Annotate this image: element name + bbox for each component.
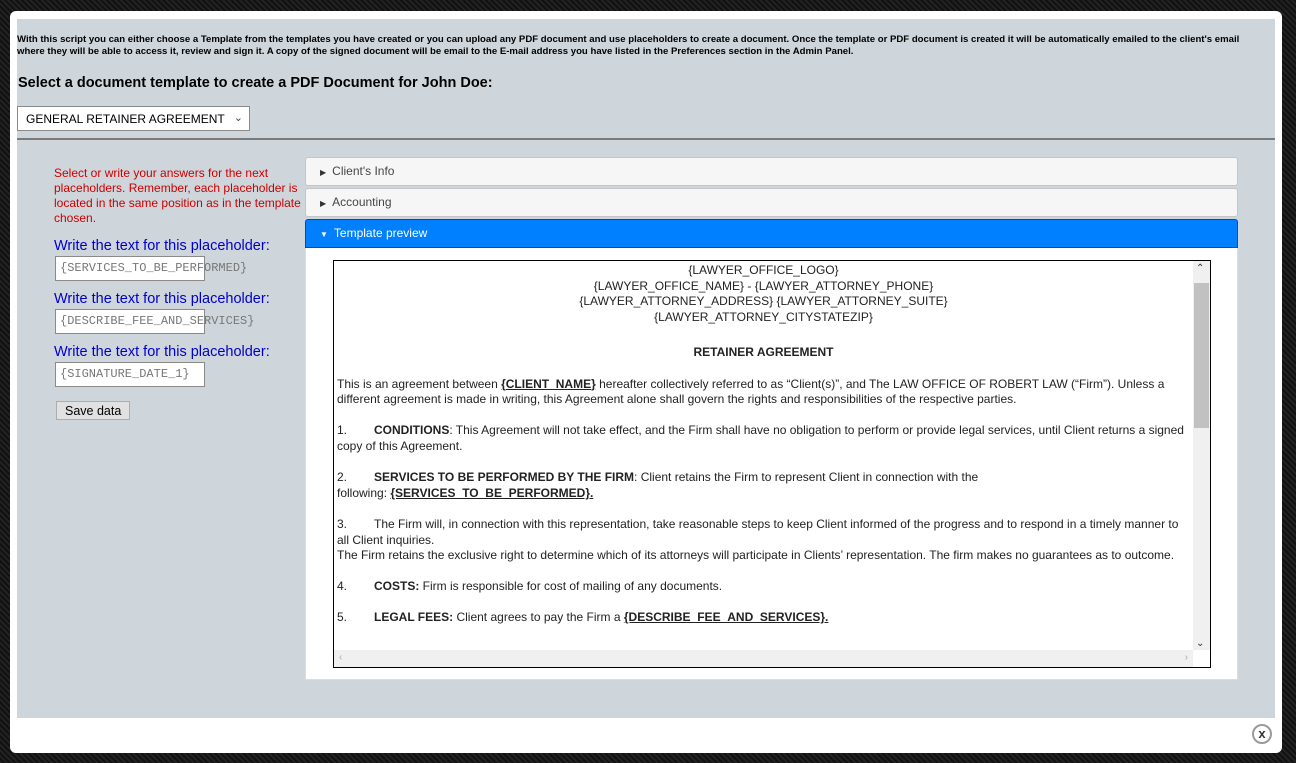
scroll-right-icon[interactable]: › (1184, 652, 1188, 663)
template-select-value: GENERAL RETAINER AGREEMENT (26, 112, 225, 126)
template-select[interactable] (17, 106, 250, 131)
accordion-clients-info[interactable] (305, 157, 1238, 186)
accordion-label: Template preview (333, 226, 428, 240)
accordion-label: Accounting (332, 195, 392, 209)
modal-content (17, 19, 1275, 718)
services-field[interactable]: {SERVICES_TO_BE_PERFORMED} (55, 256, 205, 281)
scroll-up-icon[interactable]: ⌃ (1196, 263, 1205, 274)
save-data-button[interactable]: Save data (56, 401, 130, 420)
doc-header-line: {LAWYER_ATTORNEY_ADDRESS} {LAWYER_ATTORNEY_SUITE} (579, 294, 948, 309)
accordion (305, 157, 1238, 680)
doc-section-5: 5. LEGAL FEES: Client agrees to pay the Firm a {DESCRIBE_FEE_AND_SERVICES}. (337, 610, 829, 625)
triangle-right-icon: ▶ (320, 168, 327, 177)
doc-header-line: {LAWYER_OFFICE_LOGO} (688, 263, 839, 277)
doc-header-line: {LAWYER_OFFICE_NAME} - {LAWYER_ATTORNEY_PHONE} (593, 278, 934, 293)
page-title: Select a document template to create a PDF Document for John Doe: (18, 75, 493, 91)
doc-paragraph: This is an agreement between {CLIENT_NAME} hereafter collectively referred to as “Client(s)”, and The LAW OFFICE OF ROBERT LAW (“Firm”). Unless a different agreement is made in writing, this Agreement alone shall govern the rights and responsibilities of the respective parties. (337, 376, 1165, 407)
modal-dialog (10, 11, 1282, 753)
scrollbar-corner (1193, 650, 1210, 667)
doc-section-3: 3. The Firm will, in connection with this representation, take reasonable steps to keep Client informed of the progress and to respond in a timely manner to all Client inquiries. The Firm retains the exclusive right to determine which of its attorneys will participate in Clients’ representation. The firm makes no guarantees as to outcome. (337, 516, 1179, 563)
doc-title: RETAINER AGREEMENT (693, 345, 834, 360)
placeholder-label: Write the text for this placeholder: (54, 344, 270, 360)
divider (17, 138, 1275, 140)
vertical-scrollbar[interactable] (1193, 261, 1210, 651)
template-preview-panel (305, 248, 1238, 680)
intro-text: With this script you can either choose a Template from the templates you have created or you can upload any PDF document and use placeholders to create a document. Once the template or PDF document is created it will be automatically emailed to the client's email where they will be able to access it, review and sign it. A copy of the signed document will be email to the E-mail address you have listed in the Preferences section in the Admin Panel. (17, 34, 1240, 57)
accordion-label: Client's Info (332, 164, 395, 178)
triangle-down-icon: ▼ (320, 230, 328, 239)
horizontal-scrollbar[interactable] (334, 650, 1193, 667)
document-text (337, 263, 1190, 626)
doc-section-1: 1. CONDITIONS: This Agreement will not take effect, and the Firm shall have no obligation to perform or provide legal services, until Client returns a signed copy of this Agreement. (337, 423, 1184, 453)
accordion-template-preview[interactable] (305, 219, 1238, 248)
placeholder-label: Write the text for this placeholder: (54, 291, 270, 307)
doc-header-line: {LAWYER_ATTORNEY_CITYSTATEZIP} (654, 309, 873, 324)
scrollbar-thumb[interactable] (1194, 283, 1209, 428)
placeholder-label: Write the text for this placeholder: (54, 238, 270, 254)
scroll-down-icon[interactable]: ⌄ (1196, 638, 1205, 649)
close-button[interactable]: x (1252, 724, 1272, 744)
chevron-down-icon: ⌄ (233, 112, 243, 124)
doc-section-2: 2. SERVICES TO BE PERFORMED BY THE FIRM: Client retains the Firm to represent Client in connection with the following: {SERVICES_TO_BE_PERFORMED}. (337, 470, 979, 500)
placeholder-notice: Select or write your answers for the next placeholders. Remember, each placeholder is located in the same position as in the template chosen. (54, 166, 301, 225)
fee-field[interactable]: {DESCRIBE_FEE_AND_SERVICES} (55, 309, 205, 334)
accordion-accounting[interactable] (305, 188, 1238, 217)
doc-section-4: 4. COSTS: Firm is responsible for cost of mailing of any documents. (337, 579, 723, 594)
triangle-right-icon: ▶ (320, 199, 327, 208)
document-preview[interactable] (333, 260, 1211, 668)
signature-date-field[interactable]: {SIGNATURE_DATE_1} (55, 362, 205, 387)
placeholder-panel (54, 166, 302, 420)
scroll-left-icon[interactable]: ‹ (339, 652, 343, 663)
